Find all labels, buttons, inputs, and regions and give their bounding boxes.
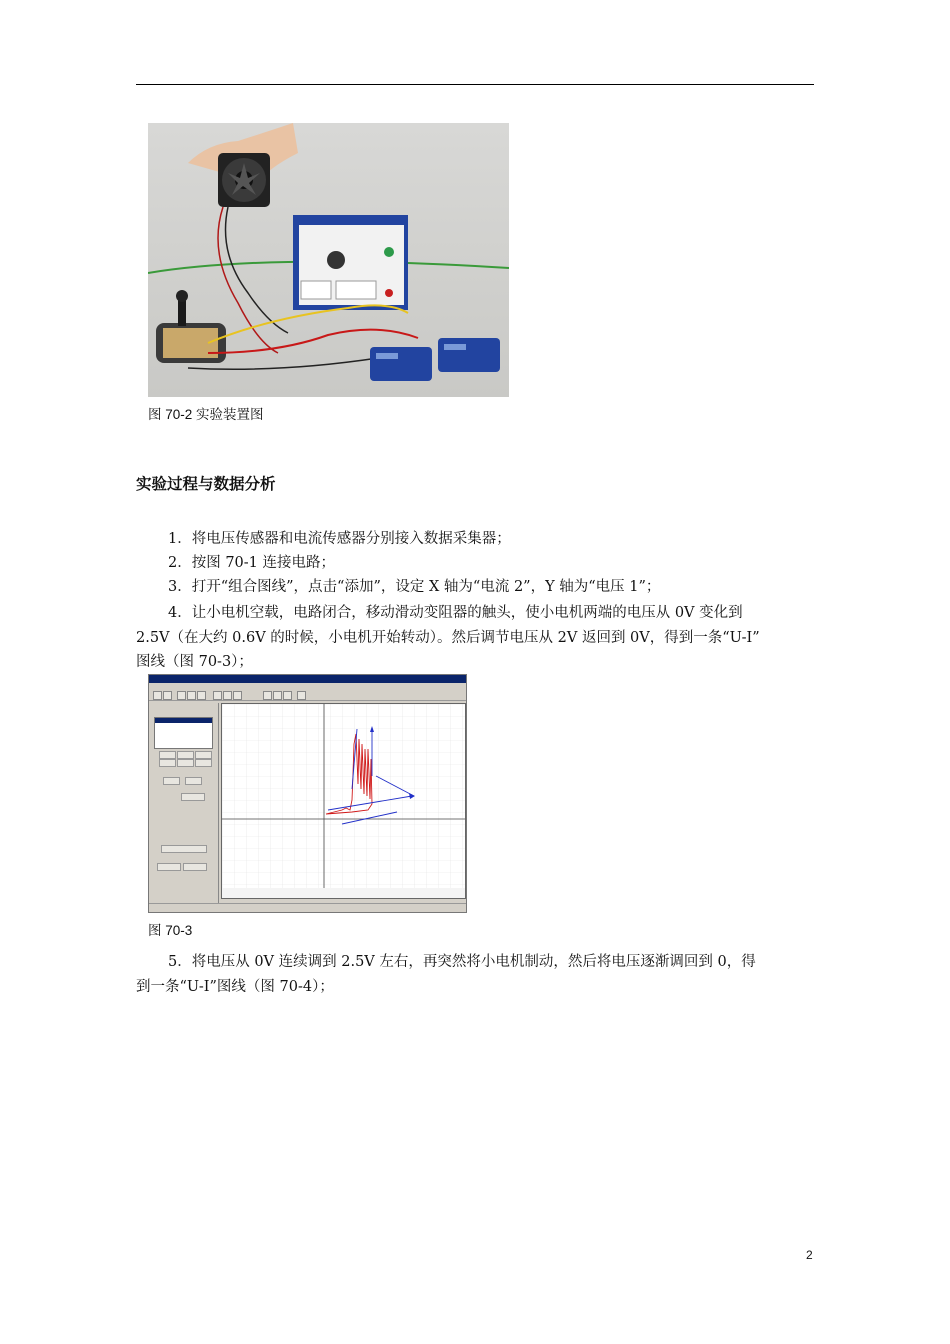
panel-button bbox=[181, 793, 205, 801]
u-i-plot-area bbox=[221, 703, 466, 899]
window-menu-bar bbox=[149, 683, 466, 690]
graph-list bbox=[154, 717, 213, 749]
panel-button bbox=[163, 777, 180, 785]
control-panel bbox=[151, 703, 219, 903]
panel-button bbox=[183, 863, 207, 871]
step-4-line-3: 图线（图 70-3）； bbox=[136, 654, 253, 670]
step-3: 3．打开“组合图线”，点击“添加”，设定 X 轴为“电流 2”，Y 轴为“电压 1”； bbox=[168, 579, 661, 595]
toolbar-button bbox=[163, 691, 172, 700]
section-heading: 实验过程与数据分析 bbox=[136, 476, 276, 493]
toolbar-button bbox=[187, 691, 196, 700]
panel-button bbox=[159, 751, 176, 759]
panel-button bbox=[159, 759, 176, 767]
step-4-line-1: 4．让小电机空载，电路闭合，移动滑动变阻器的触头，使小电机两端的电压从 0V 变化到 bbox=[168, 605, 743, 621]
toolbar-button bbox=[153, 691, 162, 700]
window-title-bar bbox=[149, 675, 466, 683]
toolbar-button bbox=[223, 691, 232, 700]
u-i-graph bbox=[222, 704, 465, 898]
panel-button bbox=[161, 845, 207, 853]
toolbar-button bbox=[213, 691, 222, 700]
toolbar-button bbox=[283, 691, 292, 700]
play-icon bbox=[263, 691, 272, 700]
experiment-setup-photo bbox=[148, 123, 509, 397]
toolbar-button bbox=[177, 691, 186, 700]
page-number: 2 bbox=[806, 1248, 813, 1262]
step-5-line-2: 到一条“U-I”图线（图 70-4）； bbox=[136, 979, 334, 995]
figure-70-2-caption: 图 70-2 实验装置图 bbox=[148, 407, 264, 422]
stop-icon bbox=[273, 691, 282, 700]
panel-button bbox=[195, 751, 212, 759]
setup-illustration bbox=[148, 123, 509, 397]
panel-button bbox=[177, 751, 194, 759]
panel-button bbox=[185, 777, 202, 785]
step-2: 2．按图 70-1 连接电路； bbox=[168, 555, 336, 571]
header-rule bbox=[136, 84, 814, 85]
panel-button bbox=[195, 759, 212, 767]
software-screenshot bbox=[148, 674, 467, 913]
panel-button bbox=[157, 863, 181, 871]
step-5-line-1: 5．将电压从 0V 连续调到 2.5V 左右，再突然将小电机制动，然后将电压逐渐调回到 0，得 bbox=[168, 954, 756, 970]
toolbar-button bbox=[197, 691, 206, 700]
toolbar-button bbox=[233, 691, 242, 700]
window-toolbar bbox=[149, 690, 466, 701]
figure-70-3-caption: 图 70-3 bbox=[148, 923, 193, 938]
toolbar-button bbox=[297, 691, 306, 700]
panel-button bbox=[177, 759, 194, 767]
window-status-bar bbox=[149, 903, 466, 912]
step-4-line-2: 2.5V（在大约 0.6V 的时候，小电机开始转动）。然后调节电压从 2V 返回到 0V，得到一条“U-I” bbox=[136, 630, 760, 646]
step-1: 1．将电压传感器和电流传感器分别接入数据采集器； bbox=[168, 531, 511, 547]
